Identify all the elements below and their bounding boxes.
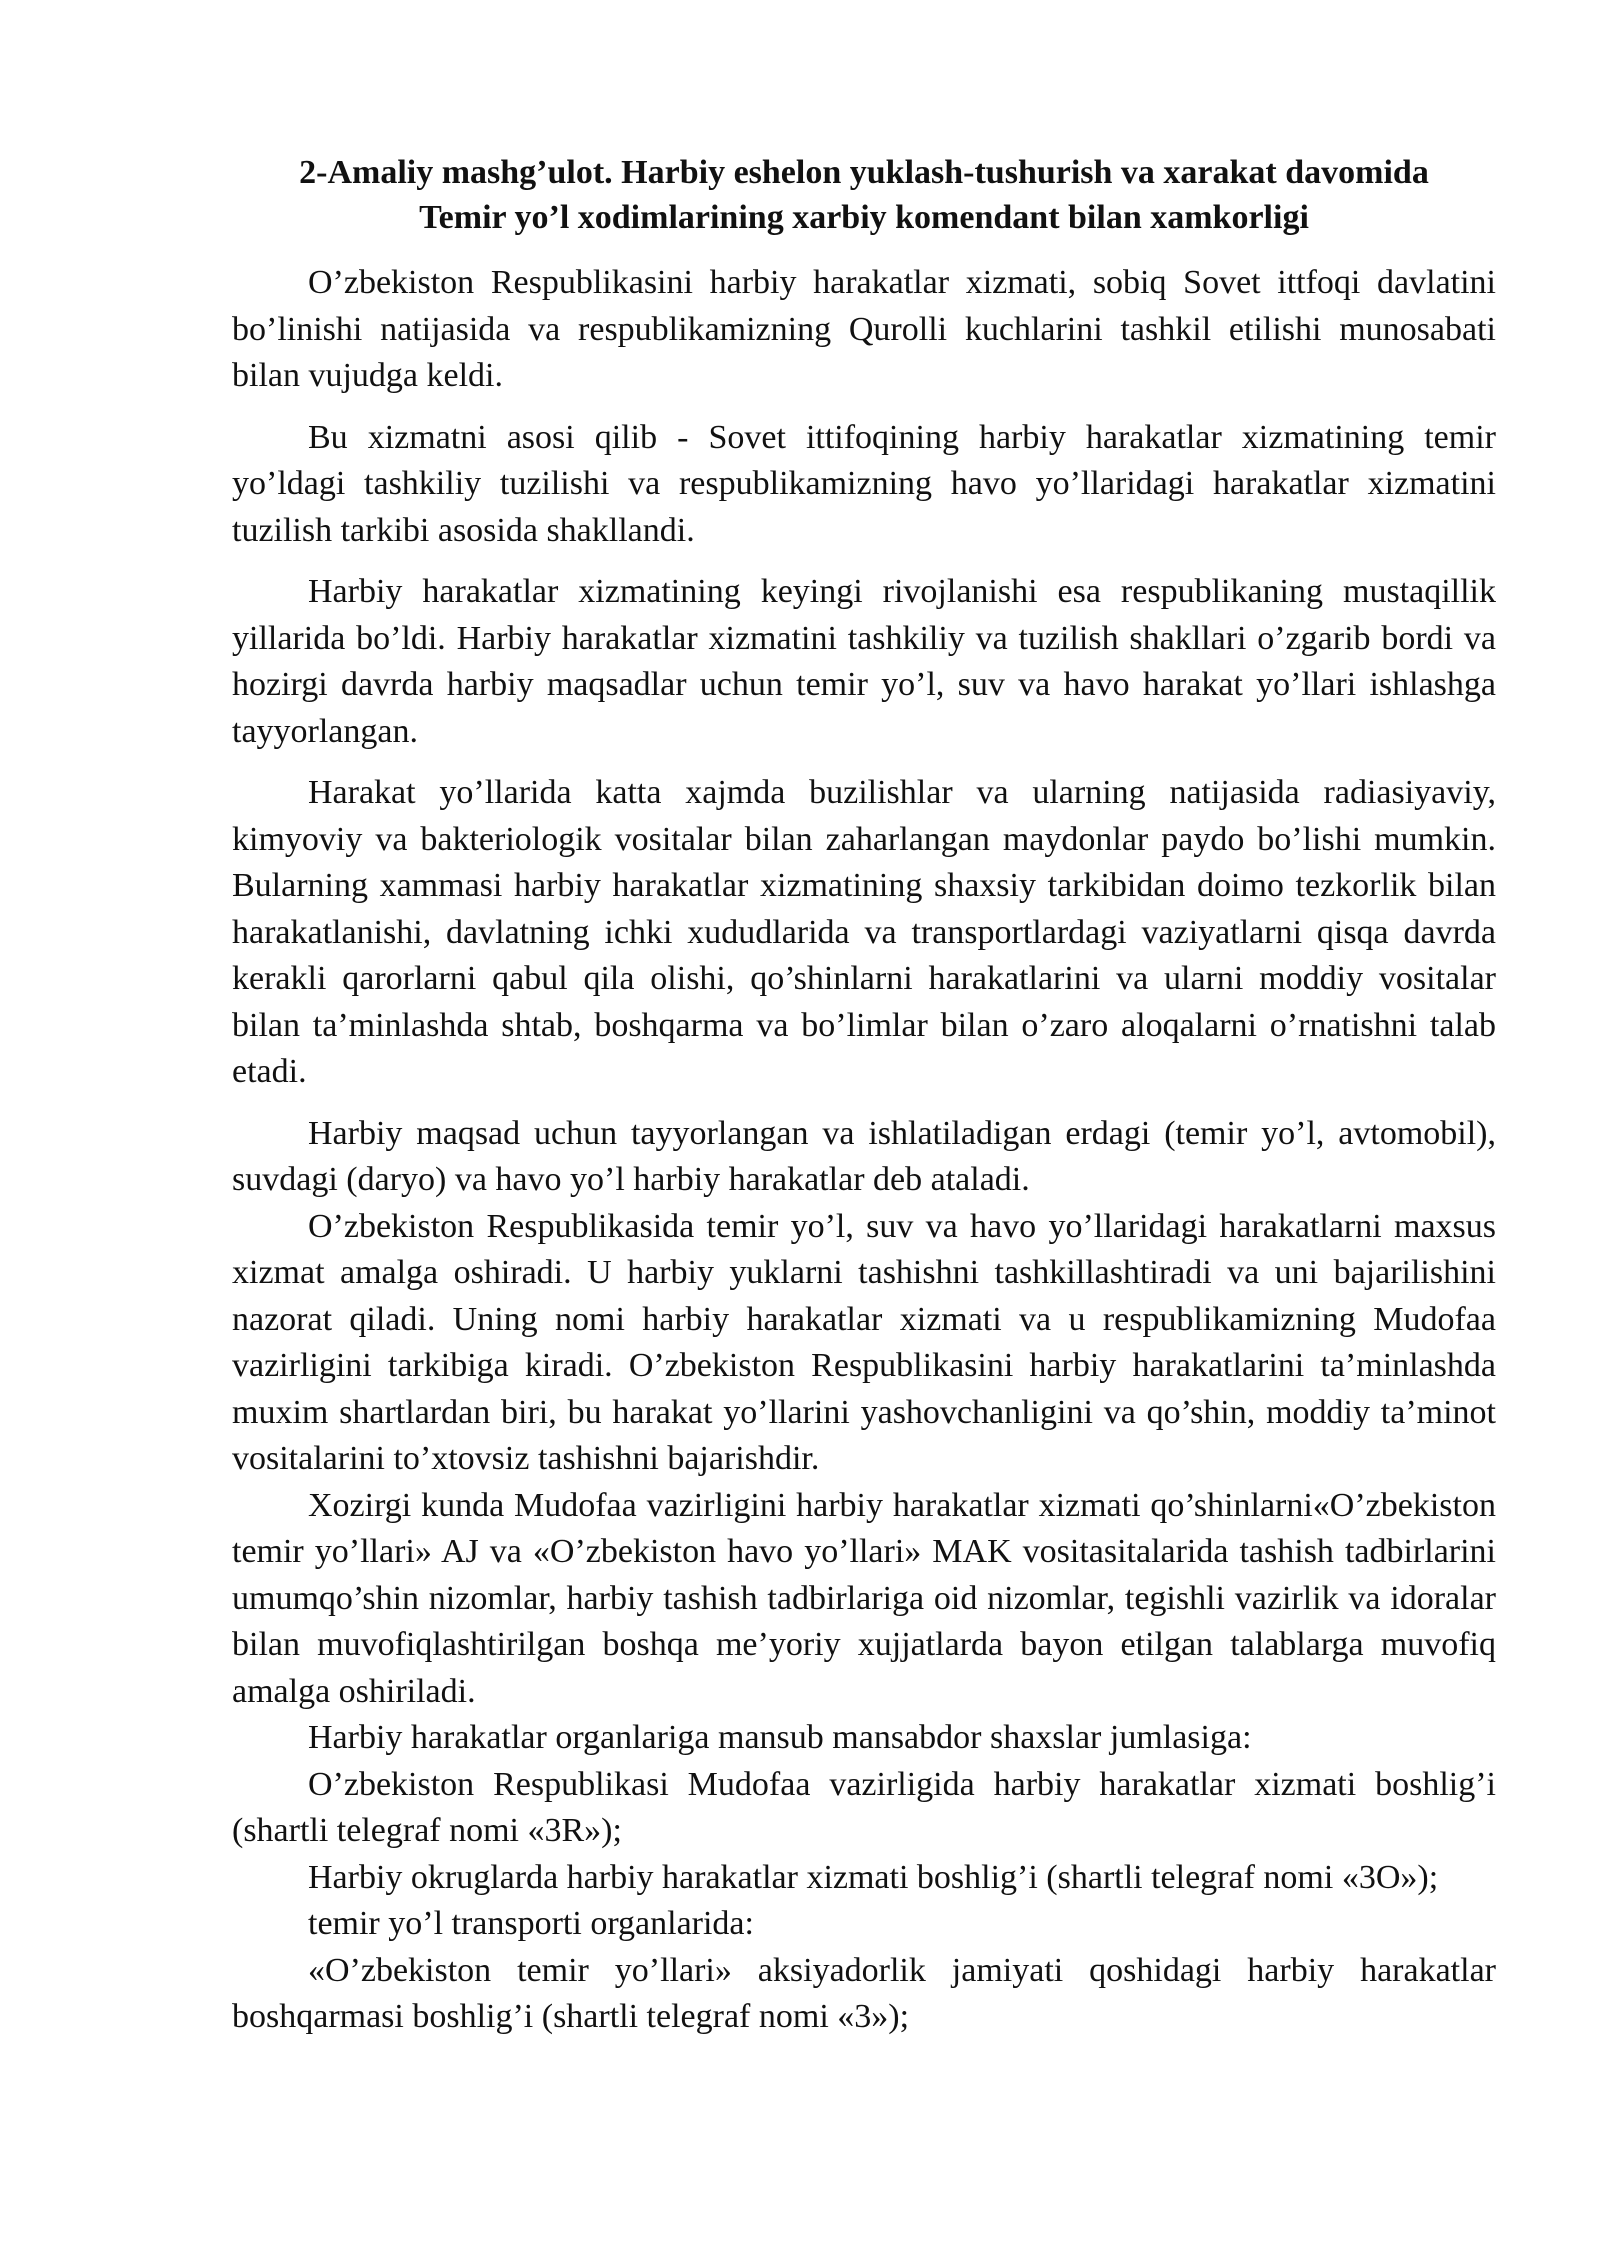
paragraph-4: Harakat yo’llarida katta xajmda buzilishlar va ularning natijasida radiasiyaviy, kimyoviy va bakteriologik vositalar bilan zaharlangan maydonlar paydo bo’lishi mumkin. Bularning xammasi harbiy harakatlar xizmatining shaxsiy tarkibidan doimo tezkorlik bilan harakatlanishi, davlatning ichki xududlarida va transportlardagi vaziyatlarni qisqa davrda kerakli qarorlarni qabul qila olishi, qo’shinlarni harakatlarini va ularni moddiy vositalar bilan ta’minlashda shtab, boshqarma va bo’limlar bilan o’zaro aloqalarni o’rnatishni talab etadi.: [232, 774, 1496, 1090]
paragraph-9: O’zbekiston Respublikasi Mudofaa vazirligida harbiy harakatlar xizmati boshlig’i (shartli telegraf nomi «3R»);: [232, 1765, 1496, 1849]
title-line-2: Temir yo’l xodimlarining xarbiy komendant bilan xamkorligi: [419, 199, 1309, 236]
paragraph-12: «O’zbekiston temir yo’llari» aksiyadorlik jamiyati qoshidagi harbiy harakatlar boshqarmasi boshlig’i (shartli telegraf nomi «3»);: [232, 1951, 1496, 2035]
paragraph-6: O’zbekiston Respublikasida temir yo’l, suv va havo yo’llaridagi harakatlarni maxsus xizmat amalga oshiradi. U harbiy yuklarni tashishni tashkillashtiradi va uni bajarilishini nazorat qiladi. Uning nomi harbiy harakatlar xizmati va u respublikamizning Mudofaa vazirligini tarkibiga kiradi. O’zbekiston Respublikasini harbiy harakatlarini ta’minlashda muxim shartlardan biri, bu harakat yo’llarini yashovchanligini va qo’shin, moddiy ta’minot vositalarini to’xtovsiz tashishni bajarishdir.: [232, 1207, 1496, 1477]
paragraph-11: temir yo’l transporti organlarida:: [308, 1905, 754, 1942]
paragraph-5: Harbiy maqsad uchun tayyorlangan va ishlatiladigan erdagi (temir yo’l, avtomobil), suvdagi (daryo) va havo yo’l harbiy harakatlar deb ataladi.: [232, 1114, 1496, 1198]
paragraph-10: Harbiy okruglarda harbiy harakatlar xizmati boshlig’i (shartli telegraf nomi «3O»);: [308, 1858, 1439, 1896]
paragraph-1: O’zbekiston Respublikasini harbiy harakatlar xizmati, sobiq Sovet ittfoqi davlatini bo’linishi natijasida va respublikamizning Qurolli kuchlarini tashkil etilishi munosabati bilan vujudga keldi.: [232, 264, 1496, 394]
document-page: [232, 150, 1496, 2041]
title-line-1: 2-Amaliy mashg’ulot. Harbiy eshelon yuklash-tushurish va xarakat davomida: [299, 154, 1429, 191]
paragraph-3: Harbiy harakatlar xizmatining keyingi rivojlanishi esa respublikaning mustaqillik yillarida bo’ldi. Harbiy harakatlar xizmatini tashkiliy va tuzilish shakllari o’zgarib bordi va hozirgi davrda harbiy maqsadlar uchun temir yo’l, suv va havo harakat yo’llari ishlashga tayyorlangan.: [232, 573, 1496, 750]
paragraph-7: Xozirgi kunda Mudofaa vazirligini harbiy harakatlar xizmati qo’shinlarni«O’zbekiston temir yo’llari» AJ va «O’zbekiston havo yo’llari» MAK vositasitalarida tashish tadbirlarini umumqo’shin nizomlar, harbiy tashish tadbirlariga oid nizomlar, tegishli vazirlik va idoralar bilan muvofiqlashtirilgan boshqa me’yoriy xujjatlarda bayon etilgan talablarga muvofiq amalga oshiriladi.: [232, 1486, 1496, 1710]
document-title: [232, 150, 1496, 240]
paragraph-2: Bu xizmatni asosi qilib - Sovet ittifoqining harbiy harakatlar xizmatining temir yo’ldagi tashkiliy tuzilishi va respublikamizning havo yo’llaridagi harakatlar xizmatini tuzilish tarkibi asosida shakllandi.: [232, 418, 1496, 549]
paragraph-8: Harbiy harakatlar organlariga mansub mansabdor shaxslar jumlasiga:: [308, 1719, 1252, 1756]
